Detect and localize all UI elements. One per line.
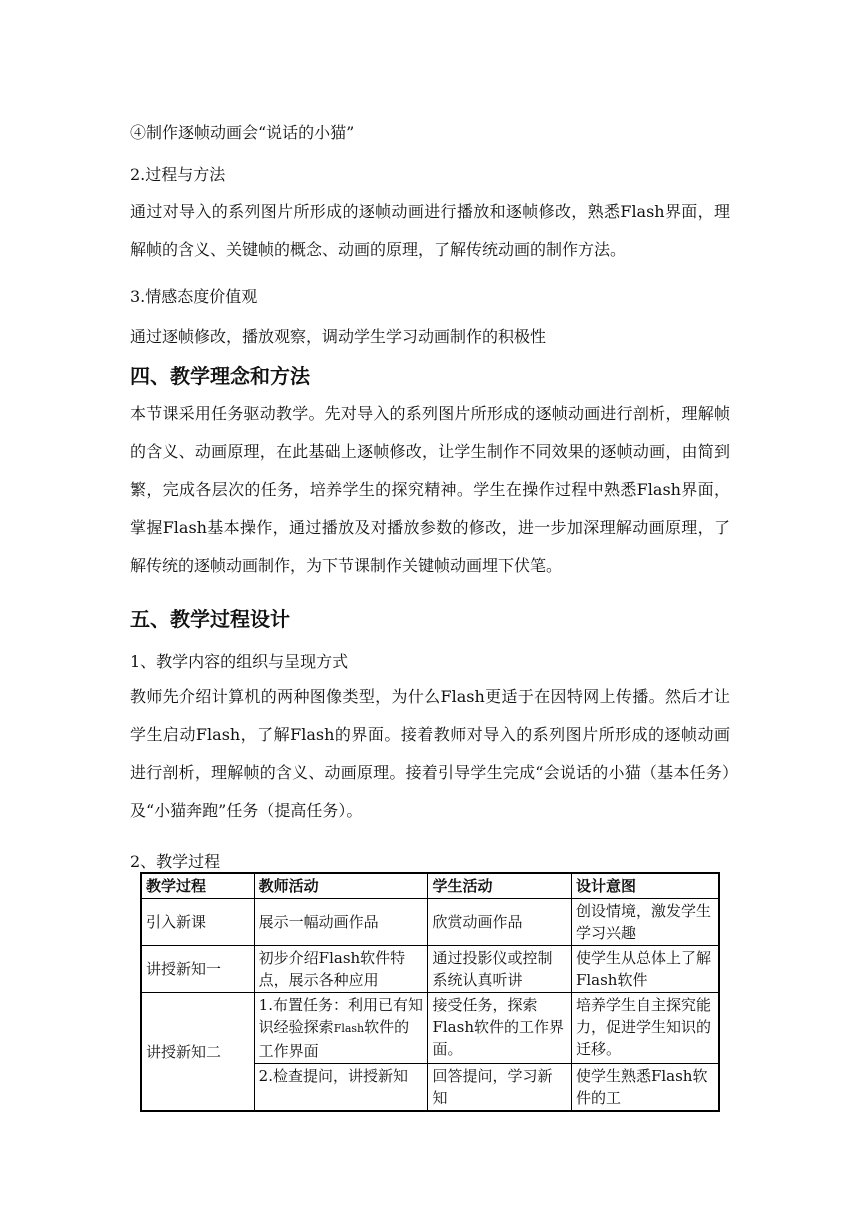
teaching-process-table xyxy=(140,872,720,1112)
table-cell: 讲授新知二 xyxy=(141,993,254,1112)
table-cell: 欣赏动画作品 xyxy=(428,899,571,946)
table-row xyxy=(141,899,719,946)
header-cell: 设计意图 xyxy=(571,873,719,899)
table-cell: 创设情境，激发学生学习兴趣 xyxy=(571,899,719,946)
table-cell: 展示一幅动画作品 xyxy=(254,899,428,946)
cell-text: 软件的工作界面 xyxy=(258,1018,410,1060)
heading-5: 五、教学过程设计 xyxy=(130,607,290,631)
subheading-2: 2、教学过程 xyxy=(130,852,221,871)
section-3-body: 通过逐帧修改，播放观察，调动学生学习动画制作的积极性 xyxy=(130,327,547,346)
cell-text: 1.布置任务：利用已有知识经验探索 xyxy=(258,996,423,1036)
table-cell: 使学生熟悉Flash软件的工 xyxy=(571,1064,719,1112)
heading-4: 四、教学理念和方法 xyxy=(130,364,310,388)
paragraph-4: 本节课采用任务驱动教学。先对导入的系列图片所形成的逐帧动画进行剖析，理解帧的含义、动画原理，在此基础上逐帧修改，让学生制作不同效果的逐帧动画，由简到繁，完成各层次的任务，培养学生的探究精神。学生在操作过程中熟悉Flash界面，掌握Flash基本操作，通过播放及对播放参数的修改，进一步加深理解动画原理，了解传统的逐帧动画制作，为下节课制作关键帧动画埋下伏笔。 xyxy=(130,404,730,575)
table-cell: 引入新课 xyxy=(141,899,254,946)
table-cell: 接受任务，探索Flash软件的工作界面。 xyxy=(428,993,571,1064)
subheading-1: 1、教学内容的组织与呈现方式 xyxy=(130,652,349,671)
section-2-title: 2.过程与方法 xyxy=(130,165,226,184)
table-cell: 通过投影仪或控制系统认真听讲 xyxy=(428,946,571,993)
table-cell: 使学生从总体上了解Flash软件 xyxy=(571,946,719,993)
table-row xyxy=(141,946,719,993)
section-2-body: 通过对导入的系列图片所形成的逐帧动画进行播放和逐帧修改，熟悉Flash界面，理解帧的含义、关键帧的概念、动画的原理，了解传统动画的制作方法。 xyxy=(130,202,730,259)
header-cell: 学生活动 xyxy=(428,873,571,899)
section-3-title: 3.情感态度价值观 xyxy=(130,287,258,306)
table-row xyxy=(141,993,719,1064)
header-cell: 教师活动 xyxy=(254,873,428,899)
table-cell xyxy=(254,993,428,1064)
table-cell: 回答提问，学习新知 xyxy=(428,1064,571,1112)
table-cell: 讲授新知一 xyxy=(141,946,254,993)
table-cell: 培养学生自主探究能力，促进学生知识的迁移。 xyxy=(571,993,719,1064)
cell-text: Flash xyxy=(333,1022,365,1035)
table-header-row xyxy=(141,873,719,899)
table-cell: 初步介绍Flash软件特点，展示各种应用 xyxy=(254,946,428,993)
header-cell: 教学过程 xyxy=(141,873,254,899)
table-cell: 2.检查提问，讲授新知 xyxy=(254,1064,428,1112)
objective-item-4: ④制作逐帧动画会“说话的小猫” xyxy=(130,123,355,142)
paragraph-5: 教师先介绍计算机的两种图像类型，为什么Flash更适于在因特网上传播。然后才让学生启动Flash，了解Flash的界面。接着教师对导入的系列图片所形成的逐帧动画进行剖析，理解帧的含义、动画原理。接着引导学生完成“会说话的小猫（基本任务）及“小猫奔跑”任务（提高任务）。 xyxy=(130,687,730,820)
